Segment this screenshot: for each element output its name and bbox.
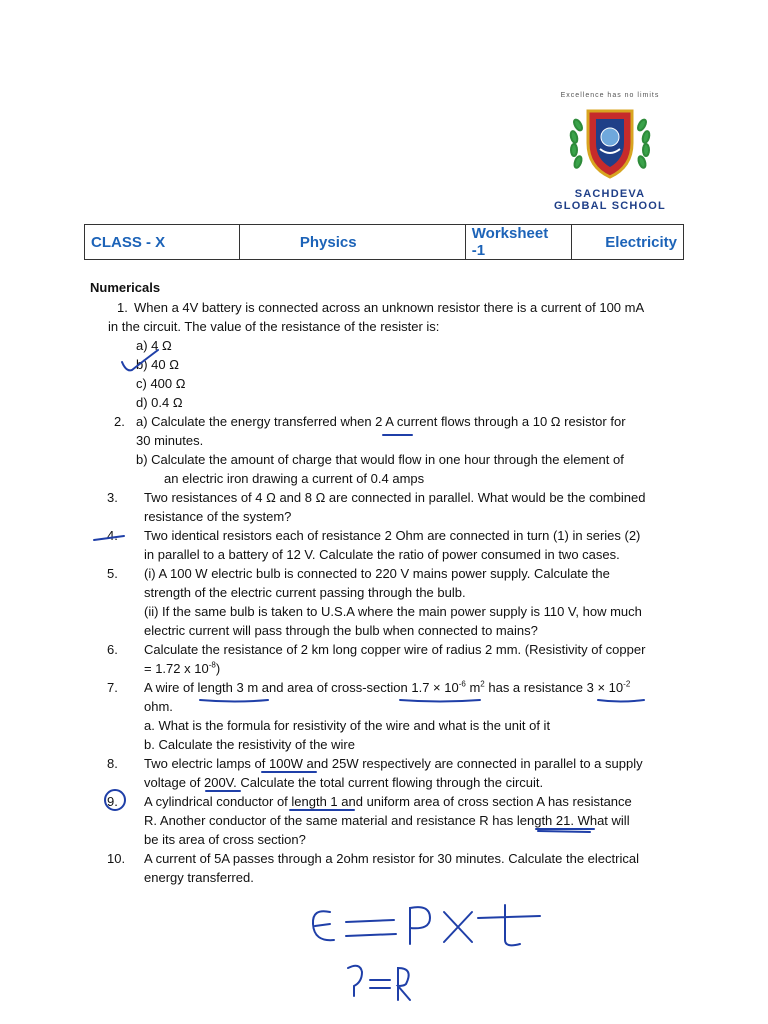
q1-text-line1: When a 4V battery is connected across an unknown resistor there is a current of 100 mA (134, 300, 645, 315)
q8-number: 8. (107, 756, 118, 771)
q9-line2: R. Another conductor of the same material and resistance R has length 21. What will (144, 813, 630, 828)
q5-line1: (i) A 100 W electric bulb is connected to 220 V mains power supply. Calculate the (144, 566, 610, 581)
q10-number: 10. (107, 851, 126, 866)
q6-line1: Calculate the resistance of 2 km long copper wire of radius 2 mm. (Resistivity of copper (144, 642, 646, 657)
q7-line3: a. What is the formula for resistivity of the wire and what is the unit of it (144, 718, 551, 733)
q2-b-line1: b) Calculate the amount of charge that would flow in one hour through the element of (136, 452, 624, 467)
q7-number: 7. (107, 680, 118, 695)
q1-number: 1. (117, 300, 128, 315)
crest-icon (560, 103, 660, 183)
q3-line1: Two resistances of 4 Ω and 8 Ω are connected in parallel. What would be the combined (144, 490, 646, 505)
q8-line2: voltage of 200V. Calculate the total current flowing through the circuit. (144, 775, 544, 790)
q4-line1: Two identical resistors each of resistance 2 Ohm are connected in turn (1) in series (2) (144, 528, 641, 543)
q2-b-line2: an electric iron drawing a current of 0.4 amps (164, 471, 425, 486)
q1-option-d: d) 0.4 Ω (136, 395, 183, 410)
q7-line4: b. Calculate the resistivity of the wire (144, 737, 355, 752)
q2-number: 2. (114, 414, 125, 429)
q8-line1: Two electric lamps of 100W and 25W respectively are connected in parallel to a supply (144, 756, 643, 771)
school-name-line2: GLOBAL SCHOOL (554, 200, 666, 212)
class-cell: CLASS - X (85, 225, 240, 260)
q10-line1: A current of 5A passes through a 2ohm resistor for 30 minutes. Calculate the electrical (144, 851, 639, 866)
worksheet-header-table (84, 224, 684, 260)
q9-number: 9. (107, 794, 118, 809)
q4-line2: in parallel to a battery of 12 V. Calculate the ratio of power consumed in two cases. (144, 547, 620, 562)
q2-a-line1: a) Calculate the energy transferred when 2 A current flows through a 10 Ω resistor for (136, 414, 626, 429)
q5-line2: strength of the electric current passing through the bulb. (144, 585, 466, 600)
school-name-line1: SACHDEVA (574, 188, 646, 200)
q2-a-line2: 30 minutes. (136, 433, 204, 448)
q1-text-line2: in the circuit. The value of the resistance of the resister is: (108, 319, 440, 334)
q1-option-c: c) 400 Ω (136, 376, 186, 391)
q1-option-a: a) 4 Ω (136, 338, 172, 353)
q7-line2: ohm. (144, 699, 173, 714)
q3-number: 3. (107, 490, 118, 505)
q6-line2: = 1.72 x $10^{-8}$) (144, 660, 221, 676)
q4-number: 4. (107, 528, 118, 543)
logo-tagline: Excellence has no limits (560, 92, 660, 99)
section-title: Numericals (90, 280, 161, 295)
q6-number: 6. (107, 642, 118, 657)
subject-cell: Physics (239, 225, 465, 260)
q10-line2: energy transferred. (144, 870, 254, 885)
worksheet-cell: Worksheet -1 (465, 225, 572, 260)
q1-option-b: b) 40 Ω (136, 357, 179, 372)
q5-number: 5. (107, 566, 118, 581)
q5-line3: (ii) If the same bulb is taken to U.S.A where the main power supply is 110 V, how much (144, 604, 642, 619)
q9-line1: A cylindrical conductor of length 1 and uniform area of cross section A has resistance (144, 794, 632, 809)
q7-line1: A wire of length 3 m and area of cross-section $1.7 \times 10^{-6}$ $m^2$ has a resistance $3 \times 10^{-2}$ (144, 679, 631, 695)
q9-line3: be its area of cross section? (144, 832, 306, 847)
school-logo (545, 92, 675, 218)
q5-line4: electric current will pass through the bulb when connected to mains? (144, 623, 538, 638)
q3-line2: resistance of the system? (144, 509, 292, 524)
topic-cell: Electricity (572, 225, 684, 260)
